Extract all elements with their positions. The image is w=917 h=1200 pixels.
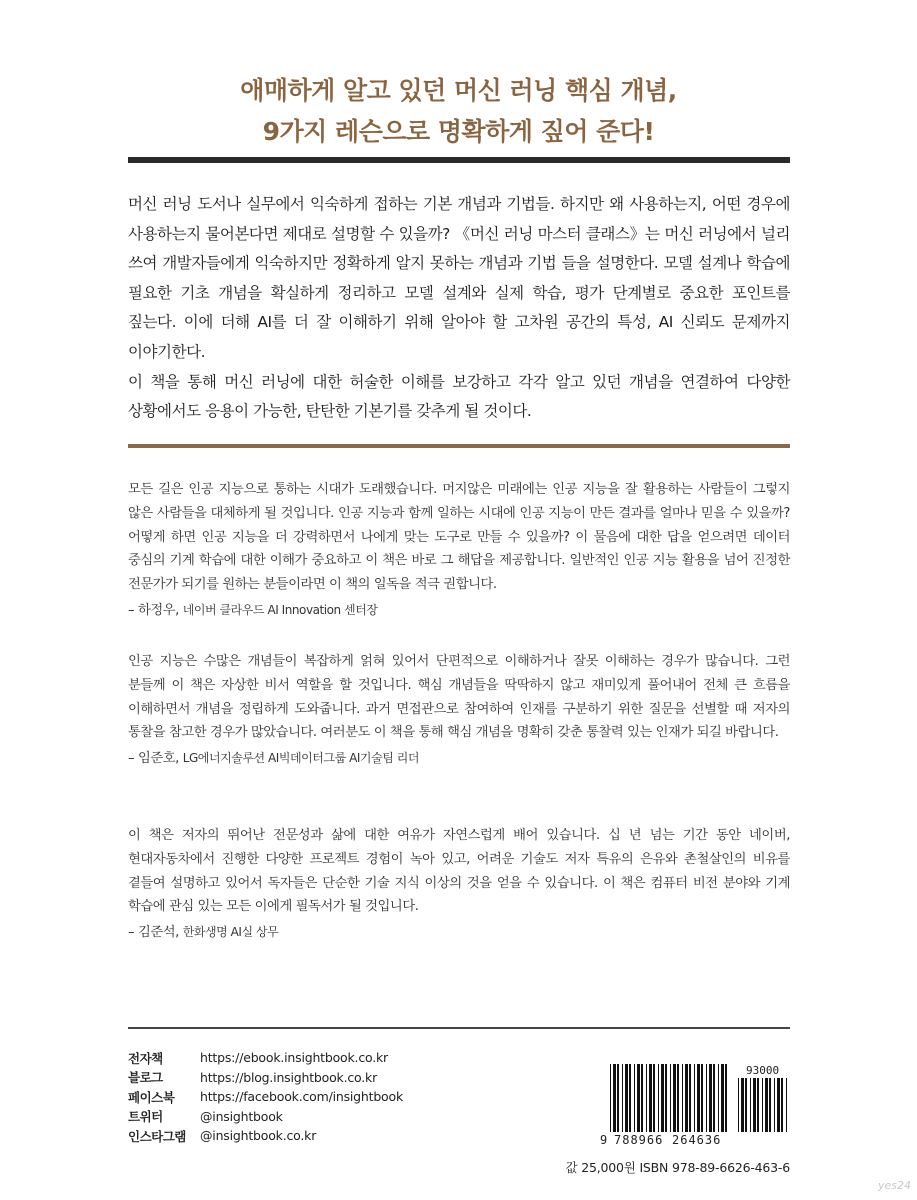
isbn-barcode [596,1064,790,1152]
barcode-bar [697,1064,700,1132]
link-value: @insightbook [200,1108,283,1124]
review-attribution [128,747,790,770]
barcode-bar [750,1078,751,1132]
reviewer-name: – 임준호, [128,751,179,767]
link-row-blog [128,1068,468,1088]
link-row-instagram [128,1126,468,1146]
barcode-bar [769,1078,771,1132]
barcode-image [596,1064,790,1152]
barcode-bar [653,1064,655,1132]
link-label: 페이스북 [128,1089,175,1105]
review-quote: 인공 지능은 수많은 개념들이 복잡하게 얽혀 있어서 단편적으로 이해하거나 잘못 이해하는 경우가 많습니다. 그런 분들께 이 책은 자상한 비서 역할을 할 것입니다. 핵심 개념들을 딱딱하지 않고 재미있게 풀어내어 전체 큰 흐름을 이해하면서 개념을 정립하게 도와줍니다. 과거 면접관으로 참여하여 인재를 구분하기 위한 질문을 선별할 때 저자의 통찰을 참고한 경우가 많았습니다. 여러분도 이 책을 통해 핵심 개념을 명확히 갖춘 통찰력 있는 인재가 되길 바랍니다. [128,654,790,741]
intro-paragraph-1: 머신 러닝 도서나 실무에서 익숙하게 접하는 기본 개념과 기법들. 하지만 왜 사용하는지, 어떤 경우에 사용하는지 물어본다면 제대로 설명할 수 있을까? 《머신 러닝 마스터 클래스》는 머신 러닝에서 널리 쓰여 개발자들에게 익숙하지만 정확하게 알지 못하는 개념과 기법 들을 설명한다. 모델 설계나 학습에 필요한 기초 개념을 확실하게 정리하고 모델 설계와 실제 학습, 평가 단계별로 중요한 포인트를 짚는다. 이에 더해 AI를 더 잘 이해하기 위해 알아야 할 고차원 공간의 특성, AI 신뢰도 문제까지 이야기한다. [128,195,790,361]
barcode-bar [689,1064,691,1132]
barcode-bar [718,1064,719,1132]
barcode-bar [673,1064,676,1132]
barcode-bar [677,1064,679,1132]
barcode-bar [637,1064,640,1132]
barcode-bar [617,1064,619,1132]
intro-text [128,190,790,427]
barcode-bar [738,1078,739,1132]
barcode-bar [781,1078,783,1132]
barcode-bar [721,1064,724,1132]
barcode-right-digits: 264636 [672,1133,722,1147]
barcode-addon-bars [738,1078,787,1132]
link-label: 트위터 [128,1109,163,1125]
watermark-text: yes24 [877,1179,911,1192]
barcode-bar [622,1064,623,1132]
barcode-bar [629,1064,631,1132]
review-attribution [128,921,790,944]
link-label: 전자책 [128,1050,163,1066]
reviewer-title: LG에너지솔루션 AI빅데이터그룹 AI기술팀 리더 [182,751,420,766]
review-3 [128,824,790,944]
barcode-bar [713,1064,715,1132]
reviewer-title: 네이버 클라우드 AI Innovation 센터장 [182,602,378,617]
link-row-facebook [128,1087,468,1107]
link-value: @insightbook.co.kr [200,1128,317,1144]
barcode-bar [706,1064,707,1132]
link-value: https://facebook.com/insightbook [200,1089,403,1105]
footer-divider [128,1027,790,1029]
barcode-bar [634,1064,635,1132]
link-label: 인스타그램 [128,1128,186,1144]
barcode-first-digit: 9 [600,1133,608,1147]
barcode-bar [774,1078,775,1132]
barcode-bar [685,1064,688,1132]
barcode-bar [613,1064,616,1132]
barcode-bar [725,1064,727,1132]
barcode-bar [658,1064,659,1132]
barcode-bar [682,1064,683,1132]
barcode-bar [625,1064,628,1132]
barcode-bar [646,1064,647,1132]
link-label: 블로그 [128,1070,163,1086]
barcode-bar [741,1078,744,1132]
headline-line-2: 9가지 레슨으로 명확하게 짚어 준다! [262,117,655,146]
link-value: https://ebook.insightbook.co.kr [200,1050,388,1066]
link-value: https://blog.insightbook.co.kr [200,1069,378,1085]
barcode-bar [709,1064,712,1132]
barcode-bar [765,1078,768,1132]
review-1 [128,478,790,622]
barcode-addon-digits: 93000 [746,1064,780,1077]
barcode-bar [649,1064,652,1132]
barcode-bar [757,1078,759,1132]
review-attribution [128,599,790,622]
barcode-bar [762,1078,763,1132]
barcode-bar [745,1078,747,1132]
barcode-bar [641,1064,643,1132]
barcode-bar [610,1064,611,1132]
intro-paragraph-2: 이 책을 통해 머신 러닝에 대한 허술한 이해를 보강하고 각각 알고 있던 개념을 연결하여 다양한 상황에서도 응용이 가능한, 탄탄한 기본기를 갖추게 될 것이다. [128,372,790,421]
headline [0,70,917,152]
barcode-bar [694,1064,695,1132]
barcode-bar [786,1078,787,1132]
barcode-bar [777,1078,780,1132]
link-row-twitter [128,1107,468,1127]
barcode-bar [701,1064,703,1132]
review-quote: 모든 길은 인공 지능으로 통하는 시대가 도래했습니다. 머지않은 미래에는 인공 지능을 잘 활용하는 사람들이 그렇지 않은 사람들을 대체하게 될 것입니다. 인공 지능과 함께 일하는 시대에 인공 지능이 만든 결과를 얼마나 믿을 수 있을까? 어떻게 하면 인공 지능을 더 강력하면서 나에게 맞는 도구로 만들 수 있을까? 이 물음에 대한 답을 얻으려면 데이터 중심의 기계 학습에 대한 이해가 중요하고 이 책은 바로 그 해답을 제공합니다. 일반적인 인공 지능 활용을 넘어 진정한 전문가가 되기를 원하는 분들이라면 이 책의 일독을 적극 권합니다. [128,482,790,593]
barcode-left-digits: 788966 [614,1133,664,1147]
barcode-bar [661,1064,664,1132]
barcode-bar [665,1064,667,1132]
price-isbn: 값 25,000원 ISBN 978-89-6626-463-6 [565,1160,790,1175]
reviewer-name: – 김준석, [128,925,179,941]
review-2 [128,650,790,770]
reviewer-title: 한화생명 AI실 상무 [182,925,279,940]
link-row-ebook [128,1048,468,1068]
headline-divider [128,157,790,163]
publisher-links [128,1048,468,1146]
reviewer-name: – 하정우, [128,602,179,618]
review-quote: 이 책은 저자의 뛰어난 전문성과 삶에 대한 여유가 자연스럽게 배어 있습니다. 십 년 넘는 기간 동안 네이버, 현대자동차에서 진행한 다양한 프로젝트 경험이 녹아 있고, 어려운 기술도 저자 특유의 은유와 촌철살인의 비유를 곁들여 설명하고 있어서 독자들은 단순한 기술 지식 이상의 것을 얻을 수 있습니다. 이 책은 컴퓨터 비전 분야와 기계 학습에 관심 있는 모든 이에게 필독서가 될 것입니다. [128,828,790,915]
barcode-bar [670,1064,671,1132]
intro-divider [128,444,790,448]
barcode-bars [610,1064,727,1132]
barcode-bar [753,1078,756,1132]
headline-line-1: 애매하게 알고 있던 머신 러닝 핵심 개념, [240,76,677,105]
